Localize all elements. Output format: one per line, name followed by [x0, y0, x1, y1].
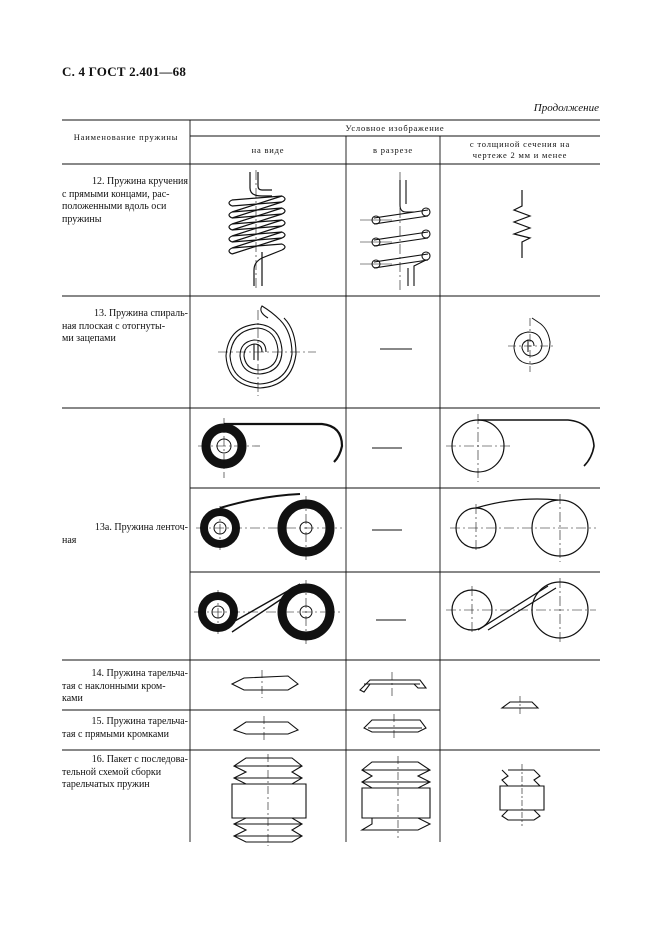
row-16-line: тельной схемой сборки	[62, 766, 162, 778]
row-15-label	[62, 716, 188, 741]
row-16-line: тарельчатых пружин	[62, 779, 150, 790]
row-13a-line: 13а. Пружина ленточ-	[94, 522, 188, 533]
col-thin-header-line1: с толщиной сечения на	[469, 139, 571, 149]
row-14-line: тая с наклонными кром-	[62, 680, 166, 692]
row-12-line: с прямыми концами, рас-	[62, 188, 170, 200]
row-15-line: 15. Пружина тарельча-	[91, 716, 188, 727]
band-spring-2-thin	[450, 494, 596, 562]
row-14-line: ками	[62, 693, 83, 704]
band-spring-3-view	[194, 580, 340, 646]
row-13a-label	[62, 522, 188, 547]
page-header: С. 4 ГОСТ 2.401—68	[62, 64, 187, 79]
row-12-line: пружины	[62, 213, 102, 225]
row-14-label	[62, 668, 188, 706]
col-name-header: Наименование пружины	[73, 132, 179, 142]
row-15-line: тая с прямыми кромками	[62, 728, 169, 740]
belleville-stack-thin	[500, 764, 544, 826]
col-view-header: на виде	[251, 145, 285, 155]
row-16-line: 16. Пакет с последова-	[91, 754, 188, 765]
row-13a-line: ная	[62, 534, 77, 546]
belleville-stack-view	[232, 754, 306, 846]
row-13-line: 13. Пружина спираль-	[93, 308, 188, 319]
row-16-label	[62, 754, 188, 792]
torsion-spring-view	[229, 170, 285, 290]
col-thin-header	[440, 139, 600, 161]
belleville-thin	[502, 696, 538, 716]
torsion-spring-thin	[514, 190, 530, 258]
band-spring-1-thin	[446, 414, 594, 482]
col-section-header: в разрезе	[373, 145, 413, 155]
torsion-spring-section	[360, 172, 430, 290]
continuation-label: Продолжение	[533, 102, 599, 114]
belleville-stack-section	[362, 756, 430, 838]
spiral-spring-view	[218, 306, 316, 396]
row-14-line: 14. Пружина тарельча-	[91, 668, 188, 679]
col-thin-header-line2: чертеже 2 мм и менее	[472, 150, 568, 160]
row-13-label	[62, 308, 188, 346]
col-group-header: Условное изображение	[345, 123, 445, 133]
belleville-inclined-view	[232, 670, 298, 698]
band-spring-2-view	[196, 494, 342, 562]
row-13-line: ми зацепами	[62, 333, 116, 344]
band-spring-3-thin	[446, 578, 596, 644]
belleville-straight-section	[364, 714, 426, 740]
row-12-line: положенными вдоль оси	[62, 201, 167, 212]
row-13-line: ная плоская с отогнуты-	[62, 320, 166, 332]
row-12-line: 12. Пружина кручения	[91, 176, 188, 187]
belleville-straight-view	[234, 716, 298, 742]
row-12-label	[62, 176, 188, 226]
spiral-spring-thin	[508, 318, 556, 372]
band-spring-1-view	[198, 418, 342, 478]
belleville-inclined-section	[360, 672, 426, 698]
